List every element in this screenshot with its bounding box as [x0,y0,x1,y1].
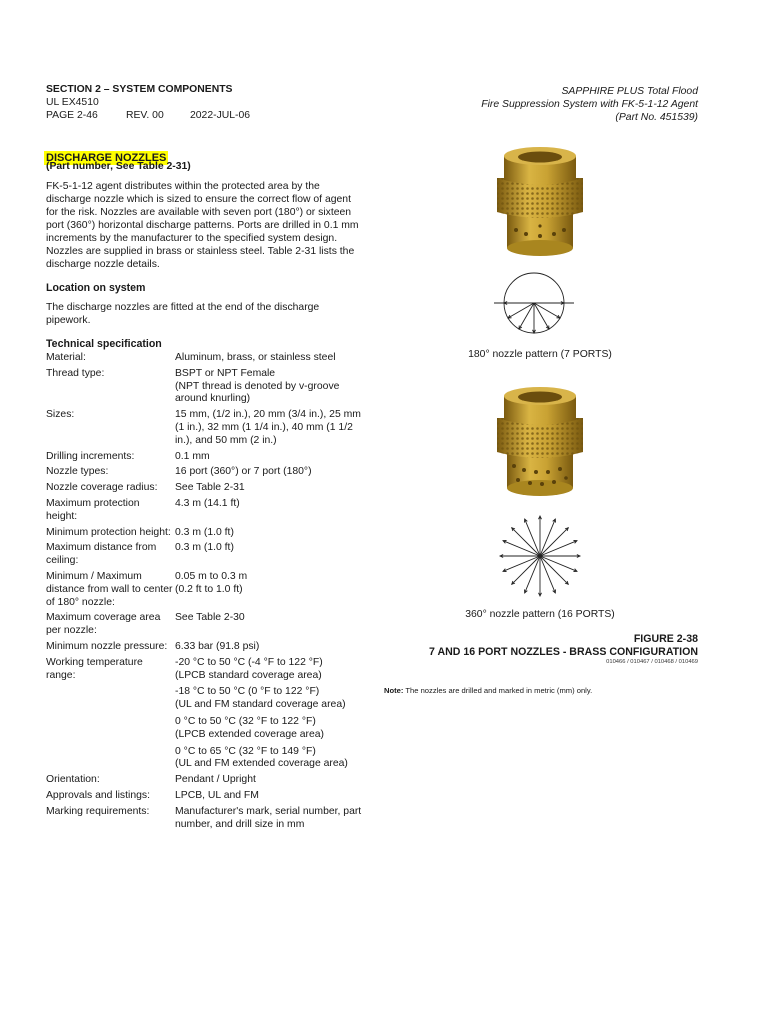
spec-value-text: Aluminum, brass, or stainless steel [175,352,336,363]
pattern-180-diagram [484,270,584,336]
spec-value-text: See Table 2-30 [175,612,245,624]
spec-value-text: BSPT or NPT Female (NPT thread is denoted by v-groove around knurling) [175,367,340,405]
spec-label: Minimum protection height: [46,526,171,538]
intro-paragraph: FK-5-1-12 agent distributes within the protected area by the discharge nozzle which is sized to ensure the correct flow of agent for the risk. Nozzles are available with seven port (180°) or sixteen port (360°) horizontal discharge patterns. Ports are drilled in 0.1 mm increments by the manufacturer to the specified system design. Nozzles are supplied in brass or stainless steel. Table 2-31 lists the discharge nozzle details. [46,181,359,270]
date: 2022-JUL-06 [190,110,251,121]
product-description: Fire Suppression System with FK-5-1-12 Agent [481,99,698,110]
spec-row [46,482,366,495]
spec-label: Approvals and listings: [46,789,150,801]
note-text: The nozzles are drilled and marked in metric (mm) only. [405,686,593,695]
spec-value [175,527,366,540]
spec-table [46,352,366,834]
spec-value [175,641,366,654]
spec-label: Thread type: [46,367,105,379]
revision: REV. 00 [126,110,164,121]
spec-row [46,774,366,787]
figure-codes: 010466 / 010467 / 010468 / 010469 [606,659,698,665]
spec-row [46,451,366,464]
spec-row [46,352,366,365]
caption-180: 180° nozzle pattern (7 PORTS) [468,349,612,360]
spec-value [175,612,366,638]
spec-label: Minimum / Maximum distance from wall to center of 180° nozzle: [46,570,173,608]
spec-value [175,571,366,609]
spec-label: Nozzle types: [46,466,109,478]
spec-label: Working temperature range: [46,656,143,681]
pattern-360-diagram [496,512,584,600]
spec-value-text: 4.3 m (14.1 ft) [175,497,240,509]
spec-value-text: Pendant / Upright [175,774,256,786]
spray-ray [540,528,568,556]
spec-value-text: Manufacturer's mark, serial number, part number, and drill size in mm [175,805,362,830]
spec-row [46,612,366,638]
nozzle-7-port-image [480,146,600,262]
location-heading: Location on system [46,282,146,294]
spec-row [46,498,366,524]
spec-value [175,368,366,406]
spec-heading: Technical specification [46,338,162,350]
spec-value-text: 0.1 mm [175,450,210,462]
subtitle: (Part number, See Table 2-31) [46,161,191,172]
spec-row [46,571,366,609]
page-title: DISCHARGE NOZZLES [46,152,167,164]
spec-label: Minimum nozzle pressure: [46,640,168,652]
spec-row [46,657,366,771]
spec-value-text: 0.05 m to 0.3 m (0.2 ft to 1.0 ft) [175,570,248,595]
spec-value [175,352,366,365]
spec-value [175,498,366,524]
page-info [46,109,250,122]
spec-value-text: See Table 2-31 [175,482,245,494]
spec-row [46,542,366,568]
caption-360: 360° nozzle pattern (16 PORTS) [465,609,615,620]
spec-label: Marking requirements: [46,805,150,817]
spec-value-text: 0 °C to 50 °C (32 °F to 122 °F) (LPCB extended coverage area) [175,715,325,740]
spec-row [46,368,366,406]
spec-value-text: 6.33 bar (91.8 psi) [175,640,260,652]
spec-label: Nozzle coverage radius: [46,482,158,494]
ul-number: UL EX4510 [46,97,99,108]
spec-label: Drilling increments: [46,450,135,462]
location-paragraph: The discharge nozzles are fitted at the end of the discharge pipework. [46,302,320,326]
header-right [378,85,698,124]
spec-value [175,806,366,832]
note-label: Note: [384,686,404,695]
part-number: (Part No. 451539) [615,112,698,123]
spec-value-text: 0.3 m (1.0 ft) [175,526,234,538]
spec-label: Material: [46,352,86,363]
spec-value [175,542,366,568]
spray-ray [512,556,540,584]
header-left [46,83,250,122]
figure-title: 7 AND 16 PORT NOZZLES - BRASS CONFIGURATION [429,646,698,658]
spec-value [175,466,366,479]
spec-value [175,657,366,771]
spec-row [46,466,366,479]
figure-note [384,686,592,695]
spray-ray [540,556,568,584]
spec-value [175,790,366,803]
spec-row [46,641,366,654]
page-number: PAGE 2-46 [46,110,98,121]
spec-value-text: 0 °C to 65 °C (32 °F to 149 °F) (UL and FM extended coverage area) [175,745,348,770]
spec-row [46,790,366,803]
spec-value-text: -20 °C to 50 °C (-4 °F to 122 °F) (LPCB standard coverage area) [175,656,323,681]
spec-value-text: 16 port (360°) or 7 port (180°) [175,466,312,478]
spec-label: Sizes: [46,409,75,421]
product-name: SAPPHIRE PLUS Total Flood [561,86,698,97]
spray-ray [512,528,540,556]
spec-value [175,482,366,495]
section-title: SECTION 2 – SYSTEM COMPONENTS [46,84,233,95]
spec-label: Maximum distance from ceiling: [46,542,157,567]
spec-value [175,451,366,464]
spec-row [46,409,366,447]
spec-label: Maximum protection height: [46,497,140,522]
spec-value-text: 15 mm, (1/2 in.), 20 mm (3/4 in.), 25 mm (1 in.), 32 mm (1 1/4 in.), 40 mm (1 1/2 in.), and 50 mm (2 in.) [175,409,361,446]
spec-row [46,527,366,540]
nozzle-16-port-image [480,386,600,502]
spec-row [46,806,366,832]
figure-label [429,633,698,659]
figure-number: FIGURE 2-38 [633,633,698,645]
spec-value-text: LPCB, UL and FM [175,789,259,801]
spec-value-text: 0.3 m (1.0 ft) [175,542,234,554]
spec-label: Maximum coverage area per nozzle: [46,612,161,637]
spec-value [175,409,366,447]
spec-value-text: -18 °C to 50 °C (0 °F to 122 °F) (UL and FM standard coverage area) [175,686,346,711]
spec-value [175,774,366,787]
spec-label: Orientation: [46,774,100,786]
